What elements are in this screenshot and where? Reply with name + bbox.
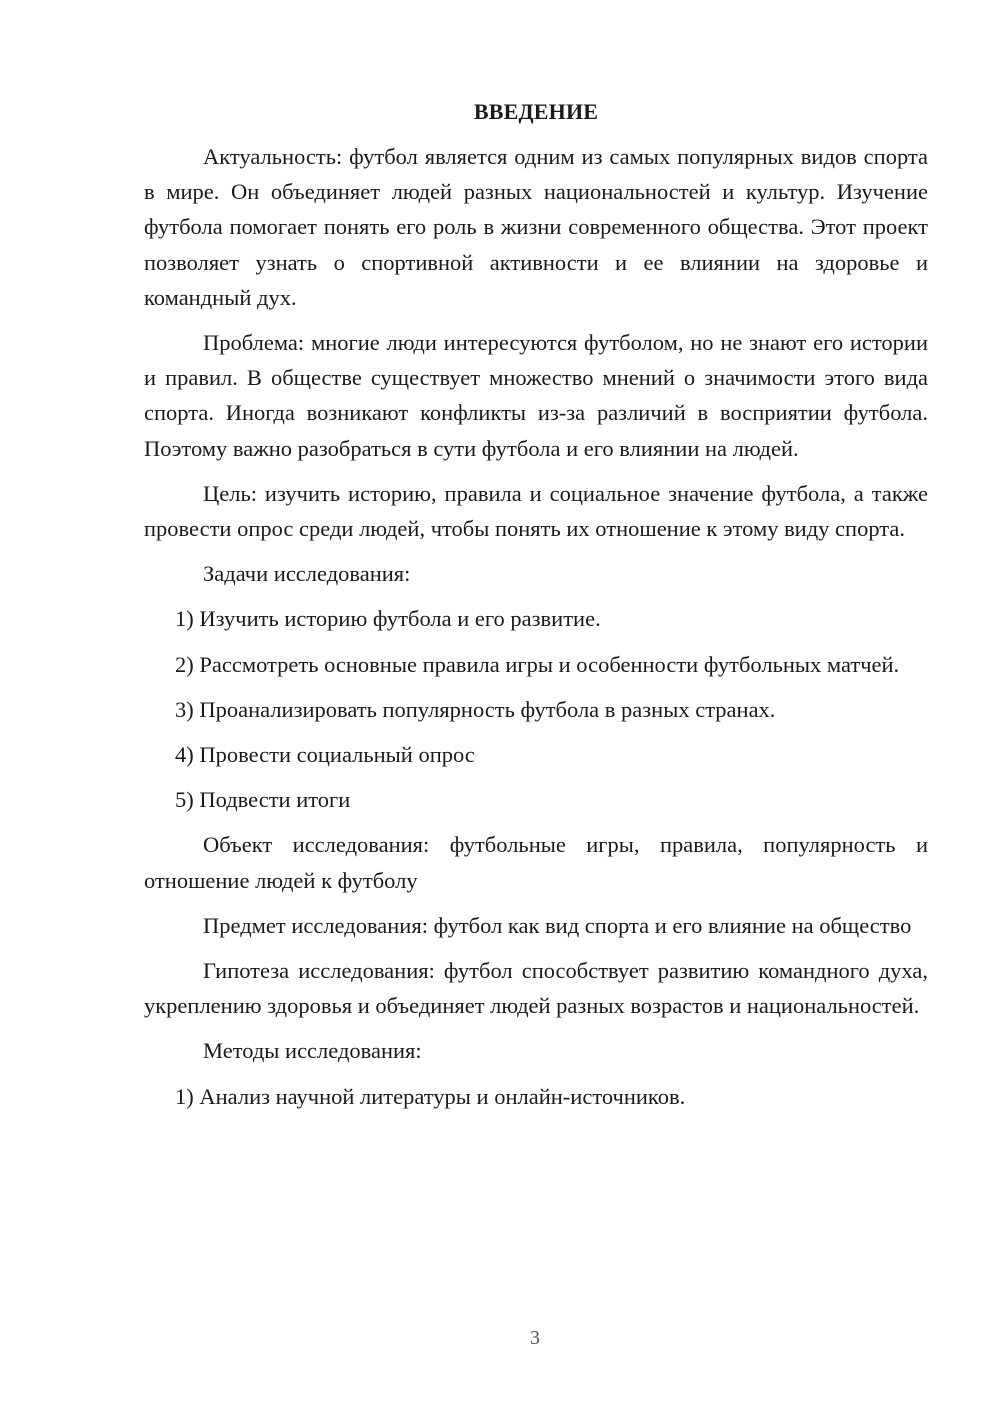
paragraph-problem: Проблема: многие люди интересуются футболом, но не знают его истории и правил. В обществе существует множество мнений о значимости этого вида спорта. Иногда возникают конфликты из-за различий в восприятии футбола. Поэтому важно разобраться в сути футбола и его влиянии на людей. xyxy=(144,330,928,461)
paragraph-relevance: Актуальность: футбол является одним из самых популярных видов спорта в мире. Он объединяет людей разных национальностей и культур. Изучение футбола помогает понять его роль в жизни современного общества. Этот проект позволяет узнать о спортивной активности и ее влиянии на здоровье и командный дух. xyxy=(144,144,928,310)
list-item-task-5: 5) Подвести итоги xyxy=(175,787,351,813)
paragraph-object: Объект исследования: футбольные игры, правила, популярность и отношение людей к футболу xyxy=(144,832,928,893)
list-item-task-2: 2) Рассмотреть основные правила игры и особенности футбольных матчей. xyxy=(175,651,900,677)
list-item-task-4: 4) Провести социальный опрос xyxy=(175,742,475,768)
section-title: ВВЕДЕНИЕ xyxy=(473,99,599,124)
list-item-task-3: 3) Проанализировать популярность футбола в разных странах. xyxy=(175,696,776,722)
list-item-method-1: 1) Анализ научной литературы и онлайн-источников. xyxy=(175,1083,686,1109)
page-number: 3 xyxy=(530,1327,540,1349)
list-item-task-1: 1) Изучить историю футбола и его развитие. xyxy=(175,606,601,632)
paragraph-methods-heading: Методы исследования: xyxy=(203,1038,422,1064)
page-content xyxy=(144,94,928,1114)
paragraph-subject: Предмет исследования: футбол как вид спорта и его влияние на общество xyxy=(203,912,912,938)
paragraph-goal: Цель: изучить историю, правила и социальное значение футбола, а также провести опрос среди людей, чтобы понять их отношение к этому виду спорта. xyxy=(144,480,928,542)
paragraph-tasks-heading: Задачи исследования: xyxy=(203,561,411,587)
paragraph-hypothesis: Гипотеза исследования: футбол способствует развитию командного духа, укреплению здоровья и объединяет людей разных возрастов и национальностей. xyxy=(144,958,928,1019)
